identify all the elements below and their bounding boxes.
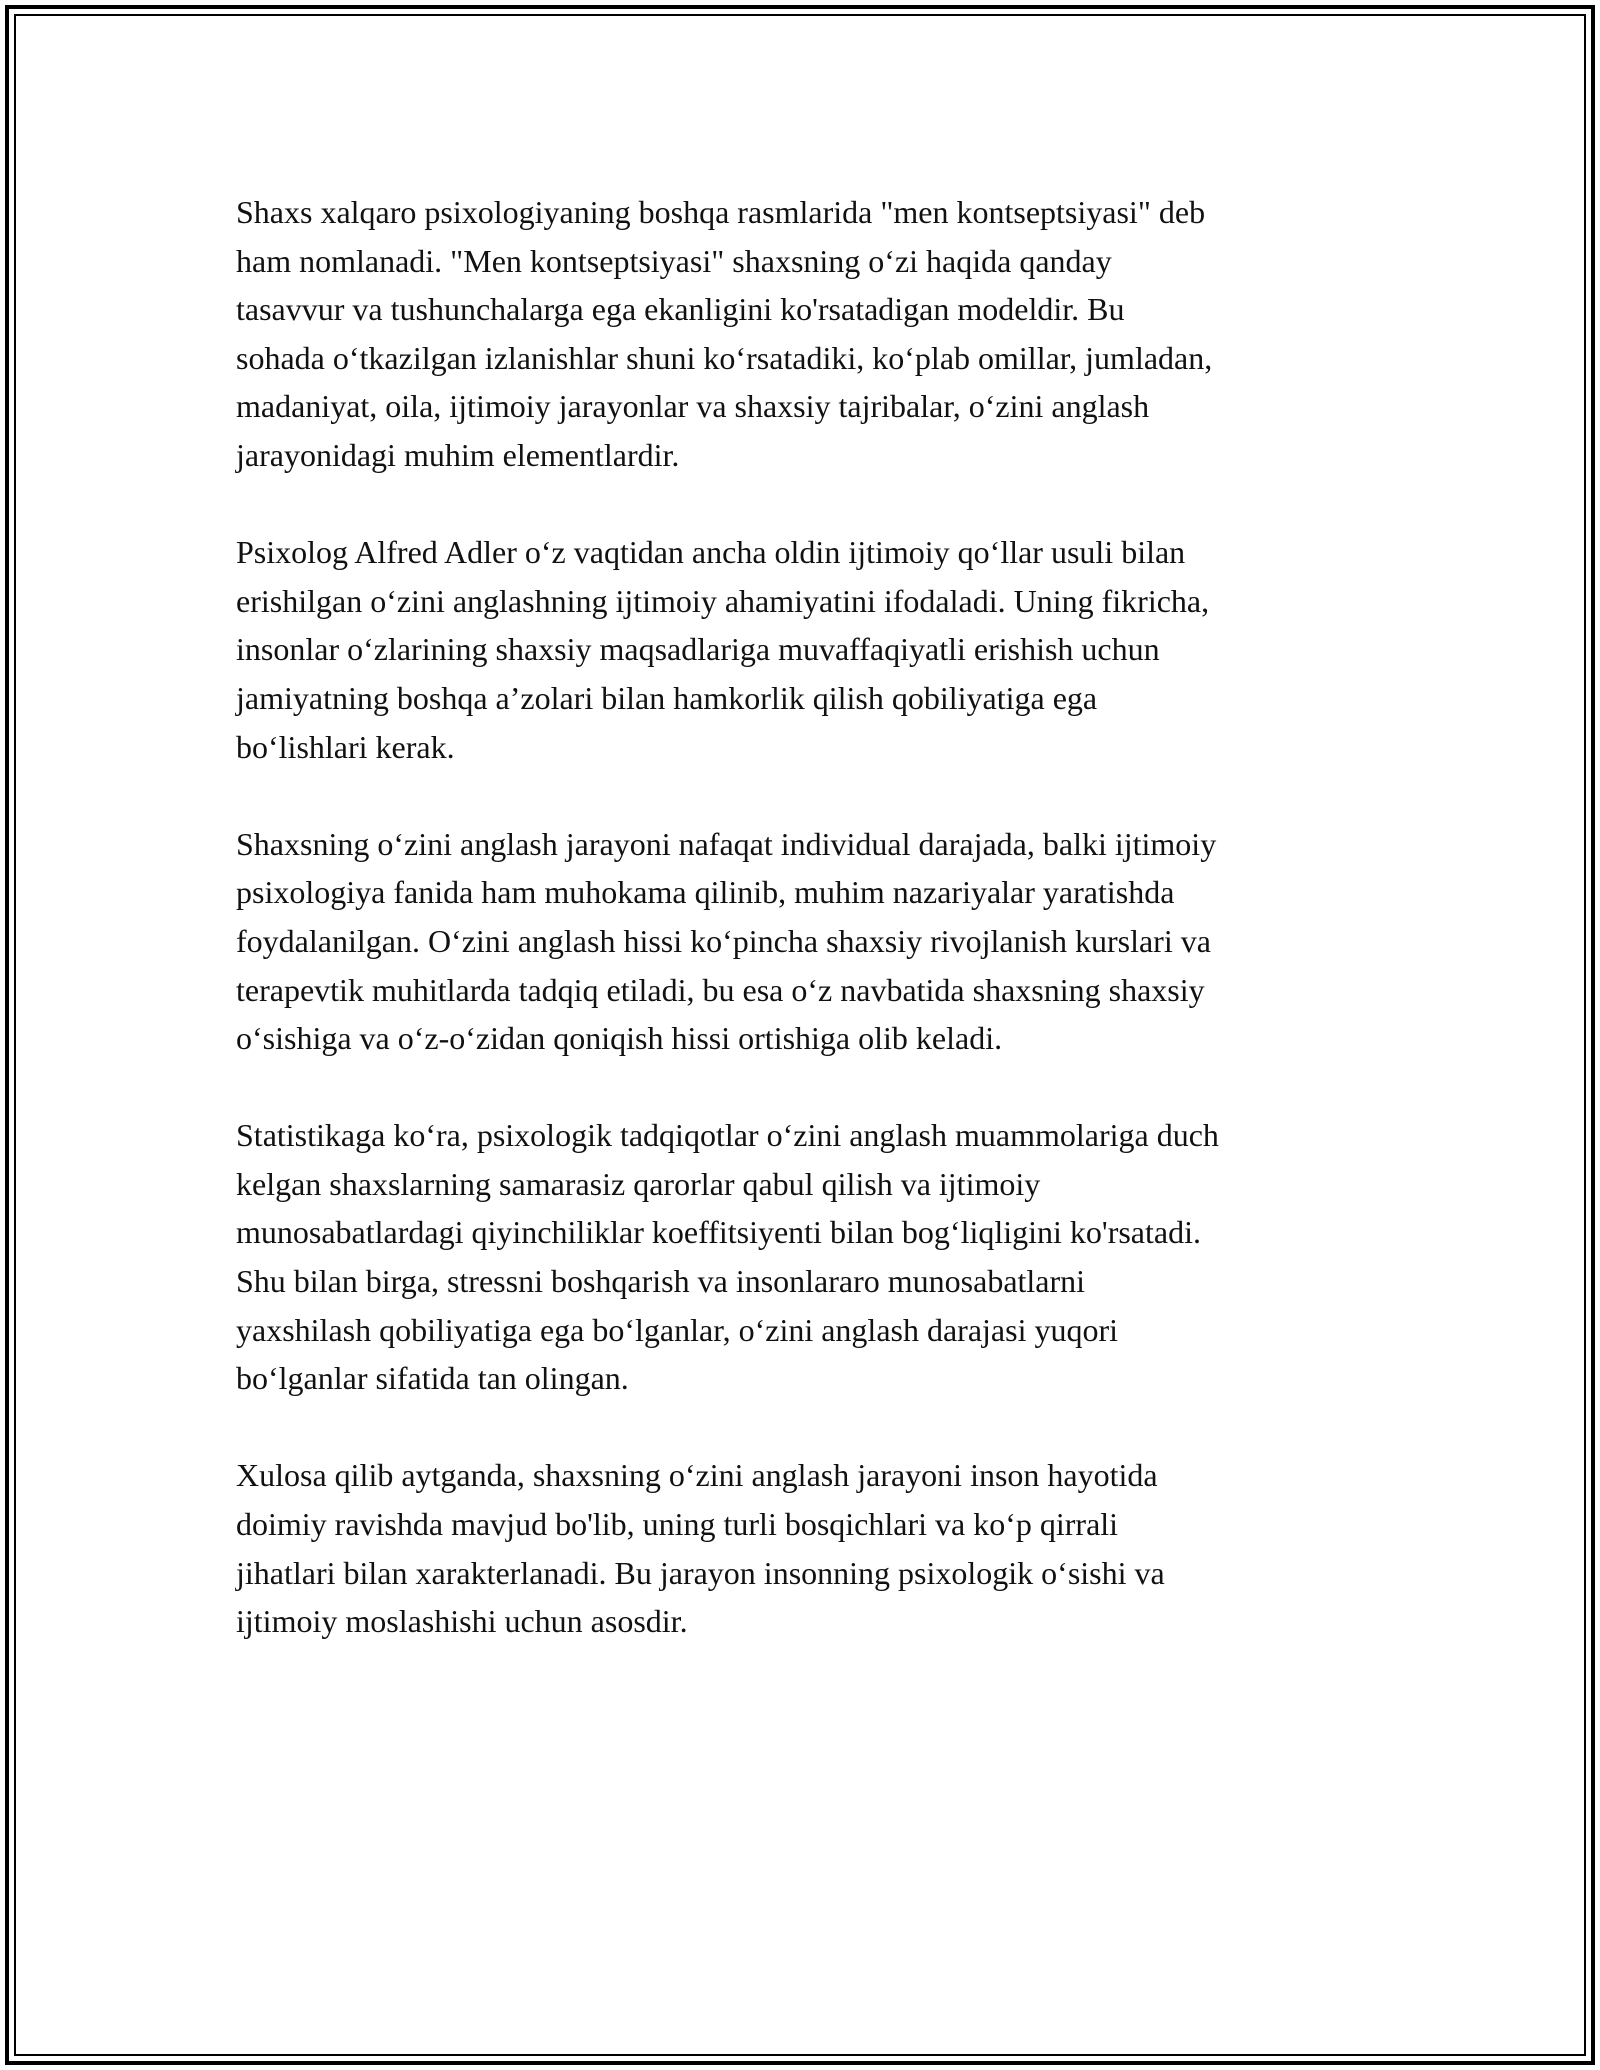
paragraph-social-psychology: Shaxsning o‘zini anglash jarayoni nafaqat individual darajada, balki ijtimoiy psixologiya fanida ham muhokama qilinib, muhim nazariyalar yaratishda foydalanilgan. O‘zini anglash hissi ko‘pincha shaxsiy rivojlanish kurslari va terapevtik muhitlarda tadqiq etiladi, bu esa o‘z navbatida shaxsning shaxsiy o‘sishiga va o‘z-o‘zidan qoniqish hissi ortishiga olib keladi. (236, 825, 1217, 1057)
paragraph-adler: Psixolog Alfred Adler o‘z vaqtidan ancha oldin ijtimoiy qo‘llar usuli bilan erishilgan o‘zini anglashning ijtimoiy ahamiyatini ifodaladi. Uning fikricha, insonlar o‘zlarining shaxsiy maqsadlariga muvaffaqiyatli erishish uchun jamiyatning boshqa a’zolari bilan hamkorlik qilish qobiliyatiga ega bo‘lishlari kerak. (236, 534, 1210, 765)
paragraph-statistics: Statistikaga ko‘ra, psixologik tadqiqotlar o‘zini anglash muammolariga duch kelgan shaxslarning samarasiz qarorlar qabul qilish va ijtimoiy munosabatlardagi qiyinchiliklar koeffitsiyenti bilan bog‘liqligini ko'rsatadi. Shu bilan birga, stressni boshqarish va insonlararo munosabatlarni yaxshilash qobiliyatiga ega bo‘lganlar, o‘zini anglash darajasi yuqori bo‘lganlar sifatida tan olingan. (236, 1117, 1219, 1397)
paragraph-self-concept: Shaxs xalqaro psixologiyaning boshqa rasmlarida "men kontseptsiyasi" deb ham nomlanadi. "Men kontseptsiyasi" shaxsning o‘zi haqida qanday tasavvur va tushunchalarga ega ekanligini ko'rsatadigan modeldir. Bu sohada o‘tkazilgan izlanishlar shuni ko‘rsatadiki, ko‘plab omillar, jumladan, madaniyat, oila, ijtimoiy jarayonlar va shaxsiy tajribalar, o‘zini anglash jarayonidagi muhim elementlardir. (236, 194, 1213, 473)
document-body (236, 188, 1366, 1694)
paragraph-conclusion: Xulosa qilib aytganda, shaxsning o‘zini anglash jarayoni inson hayotida doimiy ravishda mavjud bo'lib, uning turli bosqichlari va ko‘p qirrali jihatlari bilan xarakterlanadi. Bu jarayon insonning psixologik o‘sishi va ijtimoiy moslashishi uchun asosdir. (236, 1457, 1165, 1640)
